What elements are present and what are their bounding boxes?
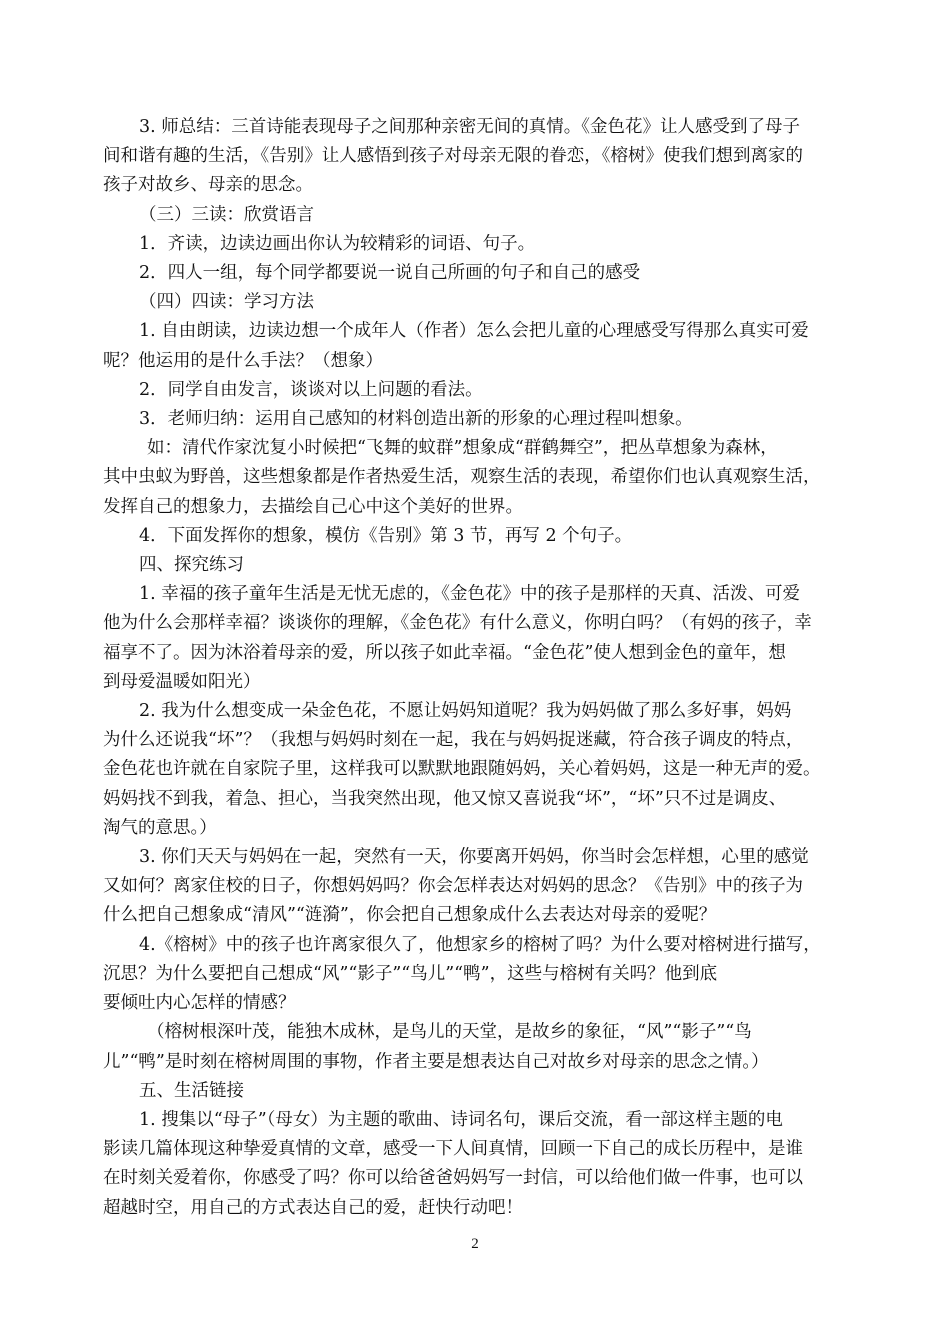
text-line: 呢？他运用的是什么手法？（想象） — [103, 350, 383, 371]
text-line: 1．齐读，边读边画出你认为较精彩的词语、句子。 — [139, 233, 536, 254]
text-line: 淘气的意思。） — [103, 817, 217, 838]
text-line: 为什么还说我“坏”？（我想与妈妈时刻在一起，我在与妈妈捉迷藏，符合孩子调皮的特点， — [103, 730, 804, 751]
text-line: 3. 你们天天与妈妈在一起，突然有一天，你要离开妈妈，你当时会怎样想，心里的感觉 — [139, 847, 809, 868]
text-line: 影读几篇体现这种挚爱真情的文章，感受一下人间真情，回顾一下自己的成长历程中，是谁 — [103, 1139, 803, 1160]
text-line: 妈妈找不到我，着急、担心，当我突然出现，他又惊又喜说我“坏”，“坏”只不过是调皮、 — [103, 788, 787, 809]
page-number: 2 — [471, 1236, 479, 1252]
text-line: 孩子对故乡、母亲的思念。 — [103, 175, 313, 196]
document-body — [103, 113, 847, 1223]
text-line: 五、生活链接 — [139, 1080, 244, 1101]
text-line: 4.《榕树》中的孩子也许离家很久了，他想家乡的榕树了吗？为什么要对榕树进行描写， — [139, 934, 821, 955]
text-line: 要倾吐内心怎样的情感？ — [103, 993, 296, 1014]
text-line: 四、探究练习 — [139, 555, 244, 576]
text-line: （榕树根深叶茂，能独木成林，是鸟儿的天堂，是故乡的象征，“风”“影子”“鸟 — [147, 1022, 752, 1043]
text-line: 又如何？离家住校的日子，你想妈妈吗？你会怎样表达对妈妈的思念？《告别》中的孩子为 — [103, 876, 803, 897]
text-line: 发挥自己的想象力，去描绘自己心中这个美好的世界。 — [103, 496, 523, 517]
text-line: 间和谐有趣的生活，《告别》让人感悟到孩子对母亲无限的眷恋，《榕树》使我们想到离家的 — [103, 146, 803, 167]
text-line: 超越时空，用自己的方式表达自己的爱，赶快行动吧！ — [103, 1197, 523, 1218]
text-line: 3. 师总结：三首诗能表现母子之间那种亲密无间的真情。《金色花》让人感受到了母子 — [139, 117, 801, 137]
text-line: 金色花也许就在自家院子里，这样我可以默默地跟随妈妈，关心着妈妈，这是一种无声的爱。 — [103, 759, 821, 780]
text-line: 他为什么会那样幸福？谈谈你的理解，《金色花》有什么意义，你明白吗？（有妈的孩子，幸 — [103, 613, 812, 634]
text-line: 到母爱温暖如阳光） — [103, 671, 261, 692]
text-line: 1. 搜集以“母子”（母女）为主题的歌曲、诗词名句，课后交流，看一部这样主题的电 — [139, 1109, 783, 1130]
text-line: 4．下面发挥你的想象，模仿《告别》第 3 节，再写 2 个句子。 — [139, 525, 633, 546]
text-line: 其中虫蚁为野兽，这些想象都是作者热爱生活，观察生活的表现，希望你们也认真观察生活， — [103, 467, 821, 488]
text-line: 福享不了。因为沐浴着母亲的爱，所以孩子如此幸福。“金色花”使人想到金色的童年，想 — [103, 642, 786, 663]
text-line: 2．同学自由发言，谈谈对以上问题的看法。 — [139, 379, 483, 400]
text-line: 1. 幸福的孩子童年生活是无忧无虑的，《金色花》中的孩子是那样的天真、活泼、可爱 — [139, 584, 801, 605]
text-line: 2．四人一组，每个同学都要说一说自己所画的句子和自己的感受 — [139, 263, 641, 284]
text-line: 儿”“鸭”是时刻在榕树周围的事物，作者主要是想表达自己对故乡对母亲的思念之情。） — [103, 1051, 769, 1072]
text-line: 沉思？为什么要把自己想成“风”“影子”“鸟儿”“鸭”，这些与榕树有关吗？他到底 — [103, 963, 718, 984]
text-line: 2. 我为什么想变成一朵金色花，不愿让妈妈知道呢？我为妈妈做了那么多好事，妈妈 — [139, 701, 792, 722]
text-line: （四）四读：学习方法 — [139, 292, 314, 313]
text-line: 如：清代作家沈复小时候把“飞舞的蚊群”想象成“群鹤舞空”，把丛草想象为森林， — [147, 438, 778, 459]
text-line: 3．老师归纳：运用自己感知的材料创造出新的形象的心理过程叫想象。 — [139, 409, 693, 430]
text-line: （三）三读：欣赏语言 — [139, 204, 314, 225]
text-line: 什么把自己想象成“清风”“涟漪”，你会把自己想象成什么去表达对母亲的爱呢？ — [103, 905, 717, 926]
text-line: 1. 自由朗读，边读边想一个成年人（作者）怎么会把儿童的心理感受写得那么真实可爱 — [139, 321, 809, 342]
text-line: 在时刻关爱着你，你感受了吗？你可以给爸爸妈妈写一封信，可以给他们做一件事，也可以 — [103, 1168, 803, 1189]
